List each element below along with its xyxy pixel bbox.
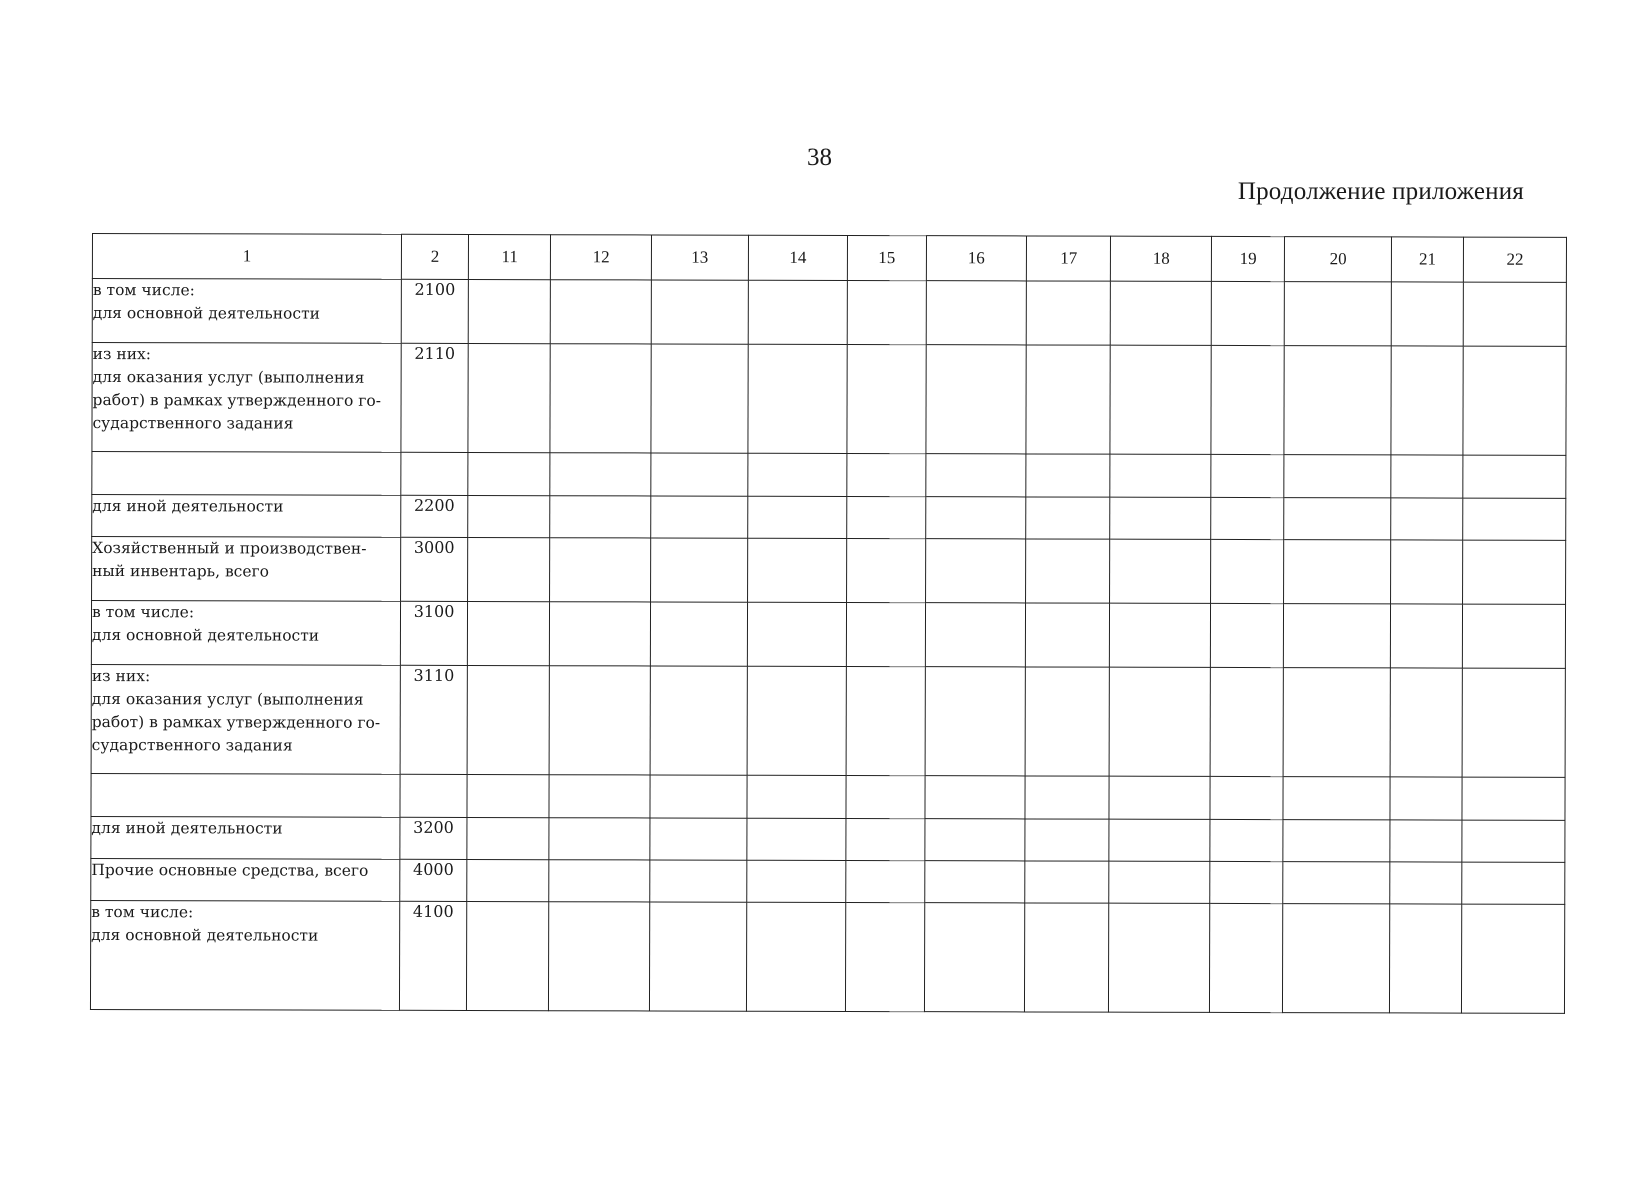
table-cell [468, 537, 550, 601]
table-cell [650, 602, 747, 666]
table-cell [1390, 820, 1462, 862]
table-cell [746, 818, 846, 860]
row-code [400, 774, 467, 817]
page-number: 38 [807, 144, 832, 171]
table-cell [1463, 540, 1566, 604]
table-cell [650, 775, 747, 818]
row-label: для иной деятельности [92, 495, 401, 538]
column-header: 13 [651, 235, 748, 280]
table-cell [1390, 668, 1462, 777]
table-cell [1283, 777, 1390, 820]
table-cell [651, 538, 748, 602]
table-cell [1391, 346, 1463, 455]
header-row [92, 234, 1566, 283]
table-cell [1390, 777, 1462, 820]
table-cell [1390, 604, 1462, 668]
row-label [91, 773, 400, 817]
table-cell [467, 601, 549, 665]
appendix-table [90, 233, 1567, 1014]
table-cell [467, 901, 550, 1010]
table-cell [1110, 603, 1211, 667]
table-cell [549, 902, 650, 1011]
table-cell [1462, 777, 1565, 820]
row-label [92, 452, 401, 496]
table-cell [1391, 498, 1463, 540]
table-cell [650, 666, 747, 775]
table-cell [924, 861, 1025, 903]
table-cell [1391, 282, 1463, 346]
row-code: 4100 [399, 901, 466, 1010]
table-cell [1109, 903, 1210, 1012]
table-cell [1462, 668, 1565, 777]
row-code: 2110 [401, 343, 468, 452]
table-cell [1390, 862, 1462, 904]
row-label: из них: для оказания услуг (выполнения работ) в рамках утвержденного го- сударственного задания [91, 664, 400, 774]
table-cell [1109, 776, 1210, 819]
table-cell [1389, 904, 1461, 1013]
table-cell [925, 539, 1026, 603]
table-cell [1284, 346, 1391, 455]
table-cell [467, 817, 549, 859]
table-cell [925, 603, 1026, 667]
column-header: 22 [1464, 237, 1567, 282]
row-label: для иной деятельности [91, 816, 400, 859]
row-code: 4000 [400, 859, 467, 901]
table-cell [925, 667, 1026, 776]
table-cell [1110, 345, 1211, 454]
table-cell [650, 902, 747, 1011]
table-cell [651, 344, 748, 453]
table-cell [846, 666, 925, 775]
row-label: из них: для оказания услуг (выполнения работ) в рамках утвержденного го- сударственного задания [92, 343, 401, 453]
table-cell [924, 903, 1025, 1012]
table-cell [650, 818, 747, 860]
table-cell [847, 453, 925, 496]
table-cell [746, 860, 846, 902]
table-cell [1283, 668, 1390, 777]
table-cell [468, 495, 550, 537]
table-cell [1284, 498, 1391, 540]
table-row [91, 773, 1565, 820]
table-cell [651, 453, 748, 496]
table-cell [467, 774, 549, 817]
row-code: 3000 [401, 537, 468, 601]
table-cell [925, 454, 1026, 497]
table-cell [1110, 667, 1211, 776]
table-cell [747, 538, 847, 602]
table-cell [747, 666, 847, 775]
table-cell [1025, 819, 1109, 861]
table-cell [1210, 861, 1283, 903]
table-cell [847, 280, 925, 344]
table-cell [1026, 539, 1111, 603]
table-cell [847, 344, 926, 453]
table-cell [1283, 862, 1390, 904]
column-header: 1 [92, 234, 401, 280]
table-row [92, 279, 1566, 347]
column-header: 19 [1211, 236, 1284, 281]
table-cell [1210, 776, 1283, 819]
column-header: 12 [551, 235, 652, 280]
table-cell [1025, 861, 1109, 903]
column-header: 15 [848, 235, 926, 280]
table-cell [1284, 455, 1391, 498]
table-cell [1025, 667, 1110, 776]
table-cell [1211, 281, 1284, 345]
table-body [90, 279, 1566, 1014]
table-cell [1111, 281, 1212, 345]
table-cell [1211, 497, 1284, 539]
table-cell [468, 452, 550, 495]
table-row [90, 900, 1564, 1013]
table-cell [747, 775, 847, 818]
table-cell [925, 497, 1026, 539]
row-label: в том числе: для основной деятельности [90, 900, 399, 1010]
table-cell [1110, 454, 1211, 497]
table-row [92, 343, 1566, 456]
table-cell [926, 281, 1027, 345]
table-cell [1025, 603, 1110, 667]
table-cell [1109, 819, 1210, 861]
table-cell [1391, 455, 1463, 498]
table-cell [550, 496, 651, 538]
table-cell [1284, 540, 1391, 604]
row-code: 3110 [400, 665, 467, 774]
table-row [91, 816, 1565, 862]
table-cell [1210, 667, 1283, 776]
table-cell [549, 775, 650, 818]
table-cell [468, 279, 550, 343]
table-cell [1463, 498, 1566, 540]
column-header: 14 [748, 235, 848, 280]
row-label: в том числе: для основной деятельности [92, 279, 401, 344]
column-header: 2 [401, 234, 468, 279]
table-cell [1463, 455, 1566, 498]
table-row [91, 858, 1565, 904]
row-code: 3100 [400, 601, 467, 665]
table-cell [1026, 345, 1111, 454]
table-cell [549, 860, 650, 902]
table-cell [846, 818, 924, 860]
table-cell [467, 665, 550, 774]
table-cell [747, 602, 847, 666]
table-cell [846, 775, 924, 818]
table-cell [1210, 903, 1283, 1012]
continuation-label: Продолжение приложения [1237, 178, 1524, 205]
table-cell [1211, 454, 1284, 497]
table-row [91, 601, 1565, 669]
table-cell [467, 859, 549, 901]
column-header: 11 [468, 234, 550, 279]
row-code: 2100 [401, 279, 468, 343]
table-cell [1462, 820, 1565, 862]
table-row [92, 537, 1566, 605]
table-cell [549, 818, 650, 860]
column-header: 17 [1027, 236, 1111, 281]
table-cell [1026, 454, 1110, 497]
table-cell [1284, 604, 1391, 668]
row-code [401, 452, 468, 495]
table-cell [847, 496, 925, 538]
table-cell [1026, 497, 1110, 539]
table-cell [1210, 819, 1283, 861]
row-code: 3200 [400, 817, 467, 859]
table-cell [1210, 603, 1283, 667]
table-cell [1211, 345, 1284, 454]
table-cell [1110, 497, 1211, 539]
table-cell [550, 538, 651, 602]
table-cell [747, 453, 847, 496]
table-cell [1462, 904, 1565, 1013]
table-cell [651, 280, 748, 344]
table-cell [1109, 861, 1210, 903]
row-code: 2200 [401, 495, 468, 537]
table-cell [1110, 539, 1211, 603]
column-header: 18 [1111, 236, 1212, 281]
table-cell [1211, 539, 1284, 603]
table-cell [1285, 282, 1392, 346]
table-cell [1462, 862, 1565, 904]
table-cell [746, 902, 846, 1011]
table-cell [1463, 282, 1566, 346]
table-cell [1283, 820, 1390, 862]
table-cell [468, 343, 551, 452]
row-label: Прочие основные средства, всего [91, 858, 400, 901]
column-header: 20 [1285, 237, 1392, 282]
row-label: в том числе: для основной деятельности [91, 601, 400, 666]
table-cell [924, 776, 1025, 819]
table-cell [1463, 604, 1566, 668]
table-cell [1463, 346, 1566, 455]
table-cell [550, 666, 651, 775]
table-row [92, 452, 1566, 499]
table-cell [925, 345, 1026, 454]
column-header: 16 [926, 236, 1027, 281]
table-cell [846, 902, 925, 1011]
table-row [91, 664, 1565, 777]
table-cell [748, 280, 848, 344]
table-cell [1391, 540, 1463, 604]
table-cell [1025, 776, 1109, 819]
table-cell [924, 819, 1025, 861]
table-cell [847, 538, 925, 602]
table-cell [550, 602, 651, 666]
row-label: Хозяйственный и производствен- ный инвентарь, всего [92, 537, 401, 602]
table-cell [748, 344, 848, 453]
column-header: 21 [1391, 237, 1463, 282]
table-cell [550, 453, 651, 496]
table-cell [847, 602, 925, 666]
table-cell [650, 860, 747, 902]
table-cell [747, 496, 847, 538]
table-cell [651, 496, 748, 538]
table-cell [1025, 903, 1110, 1012]
table-cell [846, 860, 924, 902]
table-cell [551, 280, 652, 344]
table-cell [550, 344, 651, 453]
table-cell [1026, 281, 1111, 345]
table-cell [1283, 904, 1390, 1013]
table-row [92, 495, 1566, 541]
